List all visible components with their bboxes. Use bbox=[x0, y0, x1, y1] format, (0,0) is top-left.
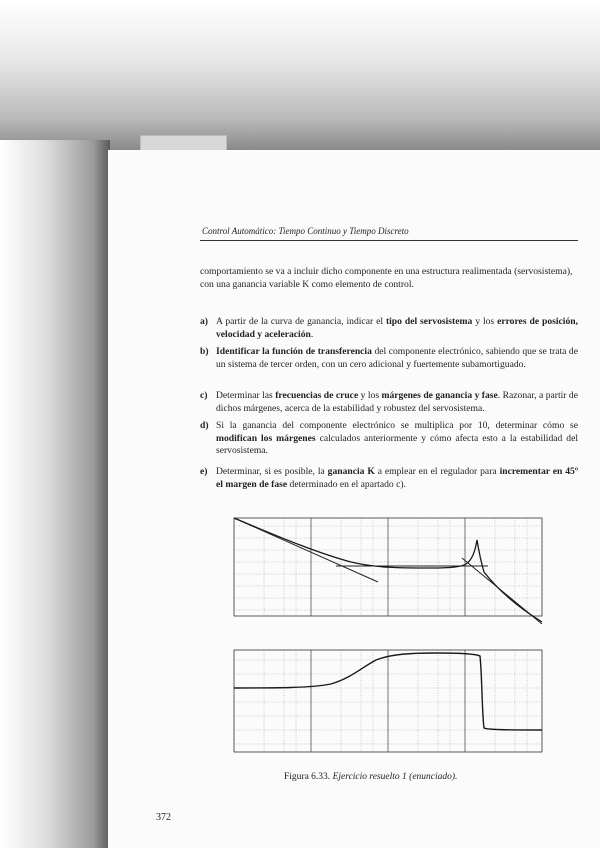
exercise-item-text bbox=[216, 466, 578, 491]
exercise-item bbox=[200, 390, 578, 415]
intro-paragraph: comportamiento se va a incluir dicho componente en una estructura realimentada (servosistema), con una ganancia variable K como elemento de control. bbox=[200, 266, 573, 290]
exercise-item-label: d) bbox=[200, 420, 209, 431]
text-run: Determinar, si es posible, la bbox=[216, 466, 328, 477]
bold-term: Identificar la función de transferencia bbox=[216, 346, 372, 357]
exercise-item bbox=[200, 420, 578, 458]
phase-decade-lines bbox=[311, 650, 465, 752]
text-run: a emplear en el regulador para bbox=[374, 466, 500, 477]
text-run: y los bbox=[358, 390, 382, 401]
figure-caption-italic: Ejercicio resuelto 1 (enunciado). bbox=[332, 772, 458, 782]
text-run: . Razonar, a partir de dichos márgenes, acerca de la estabilidad y robustez del servosistema. bbox=[216, 390, 578, 414]
bold-term: márgenes de ganancia y fase bbox=[381, 390, 498, 401]
bold-term: ganancia K bbox=[327, 466, 375, 477]
exercise-item bbox=[200, 316, 578, 341]
exercise-item-label: a) bbox=[200, 316, 208, 327]
text-run: Si la ganancia del componente electrónico se multiplica por 10, determinar cómo se bbox=[216, 420, 578, 431]
bold-term: modifican los márgenes bbox=[216, 432, 316, 444]
text-run: determinado en el apartado c). bbox=[287, 478, 406, 490]
bold-term: errores de posición, velocidad y aceleración bbox=[216, 316, 578, 340]
exercise-item-label: b) bbox=[200, 346, 209, 357]
exercise-item-label: e) bbox=[200, 466, 208, 477]
bold-term: incrementar en 45º el margen de fase bbox=[216, 466, 578, 490]
page-number: 372 bbox=[156, 812, 171, 823]
scan-shadow-left bbox=[0, 140, 110, 848]
exercise-item-text bbox=[216, 316, 578, 341]
figure-caption-prefix: Figura 6.33. bbox=[284, 772, 333, 782]
text-run: . bbox=[310, 328, 314, 340]
text-run: Determinar las bbox=[216, 390, 276, 401]
exercise-item-text bbox=[216, 420, 578, 458]
exercise-item bbox=[200, 346, 578, 371]
bold-term: tipo del servosistema bbox=[385, 316, 473, 327]
exercise-item bbox=[200, 466, 578, 491]
bold-term: frecuencias de cruce bbox=[275, 390, 359, 401]
text-run: calculados anteriormente y cómo afecta esto a la estabilidad del servosistema. bbox=[216, 432, 578, 456]
exercise-item-label: c) bbox=[200, 390, 208, 401]
exercise-item-text bbox=[216, 390, 578, 415]
text-run: del componente electrónico, sabiendo que se trata de un sistema de tercer orden, con un cero adicional y fuertemente subamortiguado. bbox=[216, 346, 578, 370]
bode-magnitude-plot bbox=[226, 512, 546, 624]
bode-phase-plot bbox=[226, 644, 546, 760]
text-run: y los bbox=[472, 316, 498, 327]
header-rule bbox=[200, 240, 578, 241]
figure-caption bbox=[284, 772, 457, 782]
running-header: Control Automático: Tiempo Continuo y Tiempo Discreto bbox=[202, 226, 409, 236]
scan-shadow-top bbox=[0, 0, 600, 150]
exercise-item-text bbox=[216, 346, 578, 371]
text-run: A partir de la curva de ganancia, indicar el bbox=[216, 316, 386, 327]
